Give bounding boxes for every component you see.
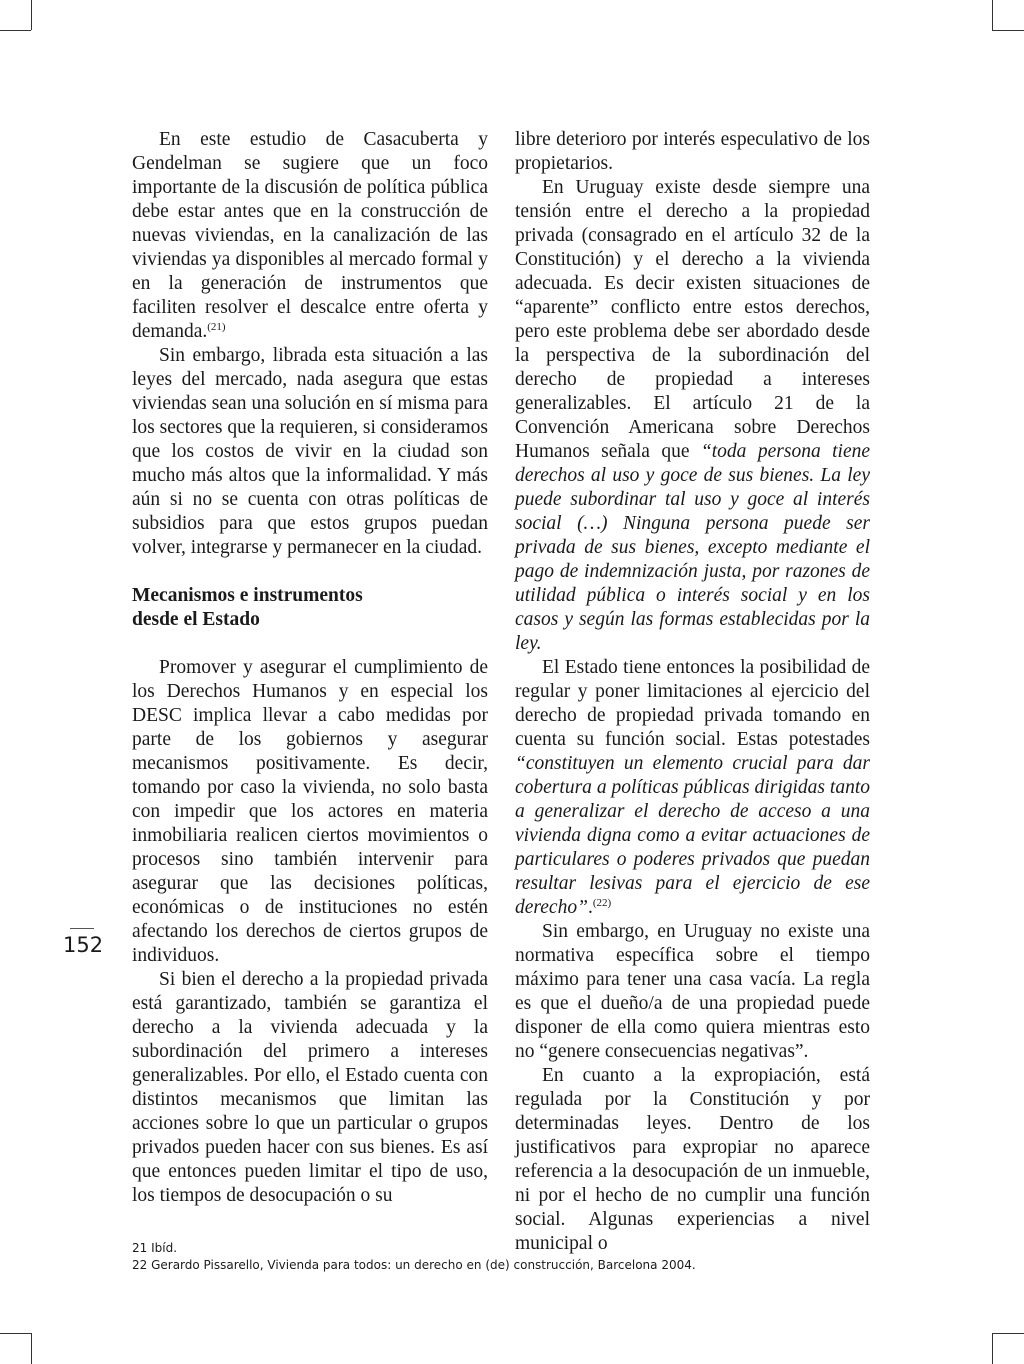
- section-heading-line: desde el Estado: [132, 609, 260, 630]
- crop-mark-top-right-h: [992, 30, 1024, 31]
- paragraph: [515, 656, 870, 920]
- paragraph: Sin embargo, en Uruguay no existe una normativa específica sobre el tiempo máximo para tener una casa vacía. La regla es que el dueño/a de una propiedad puede disponer de ella como quiera mientras esto no “genere consecuencias negativas”.: [515, 921, 870, 1062]
- crop-mark-top-right-v: [992, 0, 993, 30]
- footnote-ref-21[interactable]: (21): [207, 321, 226, 333]
- paragraph-text: En este estudio de Casacuberta y Gendelman se sugiere que un foco importante de la discusión de política pública debe estar antes que en la construcción de nuevas viviendas, en la canalización de las viviendas ya disponibles al mercado formal y en la generación de instrumentos que faciliten resolver el descalce entre oferta y demanda.: [132, 129, 488, 342]
- footnotes: [132, 1240, 892, 1274]
- right-column: [515, 128, 870, 1256]
- paragraph: [132, 128, 488, 344]
- quote-text: “toda persona tiene derechos al uso y goce de sus bienes. La ley puede subordinar tal uso y goce al interés social (…) Ninguna persona puede ser privada de sus bienes, excepto mediante el pago de indemnización justa, por razones de utilidad pública o interés social y en los casos y según las formas establecidas por la ley.: [515, 441, 871, 654]
- crop-mark-bottom-right-v: [992, 1333, 993, 1364]
- quote-text: “constituyen un elemento crucial para dar cobertura a políticas públicas dirigidas tanto a generalizar el derecho de acceso a una vivienda digna como a evitar actuaciones de particulares o poderes privados que puedan resultar lesivas para el ejercicio de ese derecho”: [515, 753, 870, 918]
- paragraph: En cuanto a la expropiación, está regulada por la Constitución y por determinadas leyes. Dentro de los justificativos para expropiar no aparece referencia a la desocupación de un inmueble, ni por el hecho de no cumplir una función social. Algunas experiencias a nivel municipal o: [515, 1065, 870, 1254]
- page-number: 152: [63, 933, 104, 957]
- paragraph-text: El Estado tiene entonces la posibilidad de regular y poner limitaciones al ejercicio del derecho de propiedad privada tomando en cuenta su función social. Estas potestades: [515, 657, 870, 750]
- crop-mark-bottom-left-h: [0, 1333, 31, 1334]
- paragraph: [515, 176, 870, 656]
- footnote-21: 21 Ibíd.: [132, 1241, 178, 1255]
- paragraph-text: En Uruguay existe desde siempre una tensión entre el derecho a la propiedad privada (consagrado en el artículo 32 de la Constitución) y el derecho a la vivienda adecuada. Es decir existen situaciones de “aparente” conflicto entre estos derechos, pero este problema debe ser abordado desde la perspectiva de la subordinación del derecho de propiedad a intereses generalizables. El artículo 21 de la Convención Americana sobre Derechos Humanos señala que: [515, 177, 870, 462]
- paragraph: Sin embargo, librada esta situación a las leyes del mercado, nada asegura que estas viviendas sean una solución en sí misma para los sectores que la requieren, si consideramos que los costos de vivir en la ciudad son mucho más altos que la informalidad. Y más aún si no se cuenta con otras políticas de subsidios para que estos grupos puedan volver, integrarse y permanecer en la ciudad.: [132, 345, 488, 558]
- paragraph: Si bien el derecho a la propiedad privada está garantizado, también se garantiza el derecho a la vivienda adecuada y la subordinación del primero a intereses generalizables. Por ello, el Estado cuenta con distintos mecanismos que limitan las acciones sobre lo que un particular o grupos privados pueden hacer con sus bienes. Es así que entonces pueden limitar el tipo de uso, los tiempos de desocupación o su: [132, 969, 488, 1206]
- page-number-rule: [70, 928, 94, 929]
- paragraph: Promover y asegurar el cumplimiento de los Derechos Humanos y en especial los DESC implica llevar a cabo medidas por parte de los gobiernos y asegurar mecanismos positivamente. Es decir, tomando por caso la vivienda, no solo basta con impedir que los actores en materia inmobiliaria realicen ciertos movimientos o procesos sino también intervenir para asegurar que las decisiones políticas, económicas o de instituciones no estén afectando los derechos de ciertos grupos de individuos.: [132, 657, 488, 966]
- left-column: [132, 128, 488, 1208]
- punctuation: .: [587, 897, 593, 918]
- footnote-ref-22[interactable]: (22): [592, 897, 612, 909]
- crop-mark-top-left-v: [31, 0, 32, 30]
- crop-mark-bottom-left-v: [31, 1333, 32, 1364]
- crop-mark-bottom-right-h: [992, 1333, 1024, 1334]
- paragraph-continuation: libre deterioro por interés especulativo de los propietarios.: [515, 129, 870, 174]
- crop-mark-top-left-h: [0, 30, 31, 31]
- section-heading-line: Mecanismos e instrumentos: [132, 585, 363, 606]
- section-heading: [132, 584, 488, 632]
- footnote-22: 22 Gerardo Pissarello, Vivienda para todos: un derecho en (de) construcción, Barcelona 2004.: [132, 1258, 696, 1272]
